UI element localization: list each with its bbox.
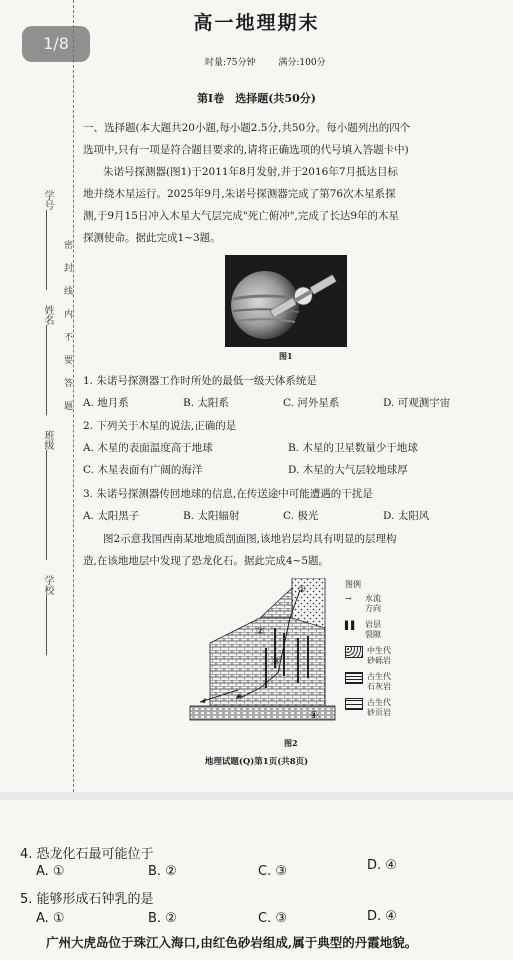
question-3-options xyxy=(83,508,493,523)
question-5-stem: 5. 能够形成石钟乳的是 xyxy=(20,892,154,907)
exam-meta xyxy=(205,55,326,68)
name-label: 姓名 xyxy=(42,305,53,325)
section-title: 第Ⅰ卷 选择题(共50分) xyxy=(197,92,316,105)
legend-flow xyxy=(345,594,393,614)
figure-2-legend xyxy=(345,580,393,718)
legend-label: 中生代砂砾岩 xyxy=(367,646,391,665)
figure-1-caption: 图1 xyxy=(279,351,293,361)
figure-2-geologic-section xyxy=(180,578,340,733)
passage-line: 探测使命。据此完成1~3题。 xyxy=(83,232,221,244)
option-d[interactable]: D. ④ xyxy=(367,909,397,924)
marker-3: ③ xyxy=(272,657,281,667)
full-score: 满分:100分 xyxy=(278,58,326,68)
legend-label: 岩层裂隙 xyxy=(365,620,381,639)
option-d[interactable]: D. 太阳风 xyxy=(383,510,430,522)
passage-line: 测,于9月15日冲入木星大气层完成"死亡俯冲",完成了长达9年的木星 xyxy=(83,210,400,222)
passage-line: 图2示意我国西南某地地质剖面图,该地岩层均具有明显的层理构 xyxy=(103,533,397,545)
legend-label: 水流方向 xyxy=(365,594,381,613)
legend-label: 古生代石灰岩 xyxy=(367,672,391,691)
passage-3: 广州大虎岛位于珠江入海口,由红色砂岩组成,属于典型的丹霞地貌。 xyxy=(46,935,418,950)
marker-1: ① xyxy=(298,585,307,595)
marker-4: ④ xyxy=(310,711,319,721)
option-c[interactable]: C. ③ xyxy=(258,911,287,926)
limestone-swatch-icon xyxy=(345,672,363,684)
option-a[interactable]: A. ① xyxy=(36,911,65,926)
instructions-line: 一、选择题(本大题共20小题,每小题2.5分,共50分。每小题列出的四个 xyxy=(83,122,411,134)
option-a[interactable]: A. ① xyxy=(36,864,65,879)
student-no-blank xyxy=(46,210,48,290)
option-d[interactable]: D. ④ xyxy=(367,858,397,873)
question-3-stem: 3. 朱诺号探测器传回地球的信息,在传送途中可能遭遇的干扰是 xyxy=(83,488,373,500)
passage-2 xyxy=(83,528,397,572)
name-blank xyxy=(46,325,48,415)
shale-swatch-icon xyxy=(345,698,363,710)
page-counter: 1/8 xyxy=(22,26,90,62)
fracture-icon: ▌▌ xyxy=(345,620,358,630)
marker-2: ② xyxy=(256,627,265,637)
option-b[interactable]: B. ② xyxy=(148,864,177,879)
class-label: 班级 xyxy=(42,430,53,450)
figure-2-caption: 图2 xyxy=(284,738,298,748)
instructions-line: 选项中,只有一项是符合题目要求的,请将正确选项的代号填入答题卡中) xyxy=(83,144,409,156)
question-2-options-row1 xyxy=(83,440,493,455)
student-no-label: 学号 xyxy=(42,190,53,210)
option-b[interactable]: B. 木星的卫星数量少于地球 xyxy=(288,442,418,454)
option-c[interactable]: C. 河外星系 xyxy=(283,397,340,409)
jupiter-probe-image xyxy=(225,255,347,347)
passage-line: 朱诺号探测器(图1)于2011年8月发射,并于2016年7月抵达目标 xyxy=(103,166,399,178)
option-a[interactable]: A. 木星的表面温度高于地球 xyxy=(83,442,213,454)
question-4-stem: 4. 恐龙化石最可能位于 xyxy=(20,847,154,862)
time-limit: 时量:75分钟 xyxy=(205,58,256,68)
option-b[interactable]: B. ② xyxy=(148,911,177,926)
class-blank xyxy=(46,450,48,560)
option-c[interactable]: C. 极光 xyxy=(283,510,319,522)
passage-line: 造,在该地地层中发现了恐龙化石。据此完成4~5题。 xyxy=(83,555,329,567)
school-blank xyxy=(46,595,48,655)
page-footer: 地理试题(Q)第1页(共8页) xyxy=(204,757,309,767)
option-c[interactable]: C. ③ xyxy=(258,864,287,879)
option-d[interactable]: D. 可观测宇宙 xyxy=(383,397,451,409)
option-d[interactable]: D. 木星的大气层较地球厚 xyxy=(288,464,408,476)
option-b[interactable]: B. 太阳系 xyxy=(183,397,229,409)
passage-line: 地并绕木星运行。2025年9月,朱诺号探测器完成了第76次木星系探 xyxy=(83,188,396,200)
binding-notice: 密封线内不要答题 xyxy=(62,240,72,424)
legend-label: 古生代砂页岩 xyxy=(367,698,391,717)
question-1-stem: 1. 朱诺号探测器工作时所处的最低一级天体系统是 xyxy=(83,375,317,387)
legend-title: 图例 xyxy=(345,580,361,589)
option-a[interactable]: A. 地月系 xyxy=(83,397,129,409)
legend-shale xyxy=(345,698,393,718)
figure-1-juno-photo xyxy=(225,255,347,347)
legend-limestone xyxy=(345,672,393,692)
question-2-options-row2 xyxy=(83,462,493,477)
school-label: 学校 xyxy=(42,575,53,595)
exam-page-2 xyxy=(0,800,513,960)
option-c[interactable]: C. 木星表面有广阔的海洋 xyxy=(83,464,203,476)
sandstone-swatch-icon xyxy=(345,646,363,658)
option-b[interactable]: B. 太阳辐射 xyxy=(183,510,240,522)
question-1-options xyxy=(83,395,493,410)
passage-1 xyxy=(83,161,399,249)
option-a[interactable]: A. 太阳黑子 xyxy=(83,510,140,522)
legend-sandstone xyxy=(345,646,393,666)
arrow-right-icon: → xyxy=(345,594,352,603)
legend-fracture xyxy=(345,620,393,640)
question-2-stem: 2. 下列关于木星的说法,正确的是 xyxy=(83,420,237,432)
exam-title: 高一地理期末 xyxy=(193,12,320,34)
instructions xyxy=(83,117,410,161)
